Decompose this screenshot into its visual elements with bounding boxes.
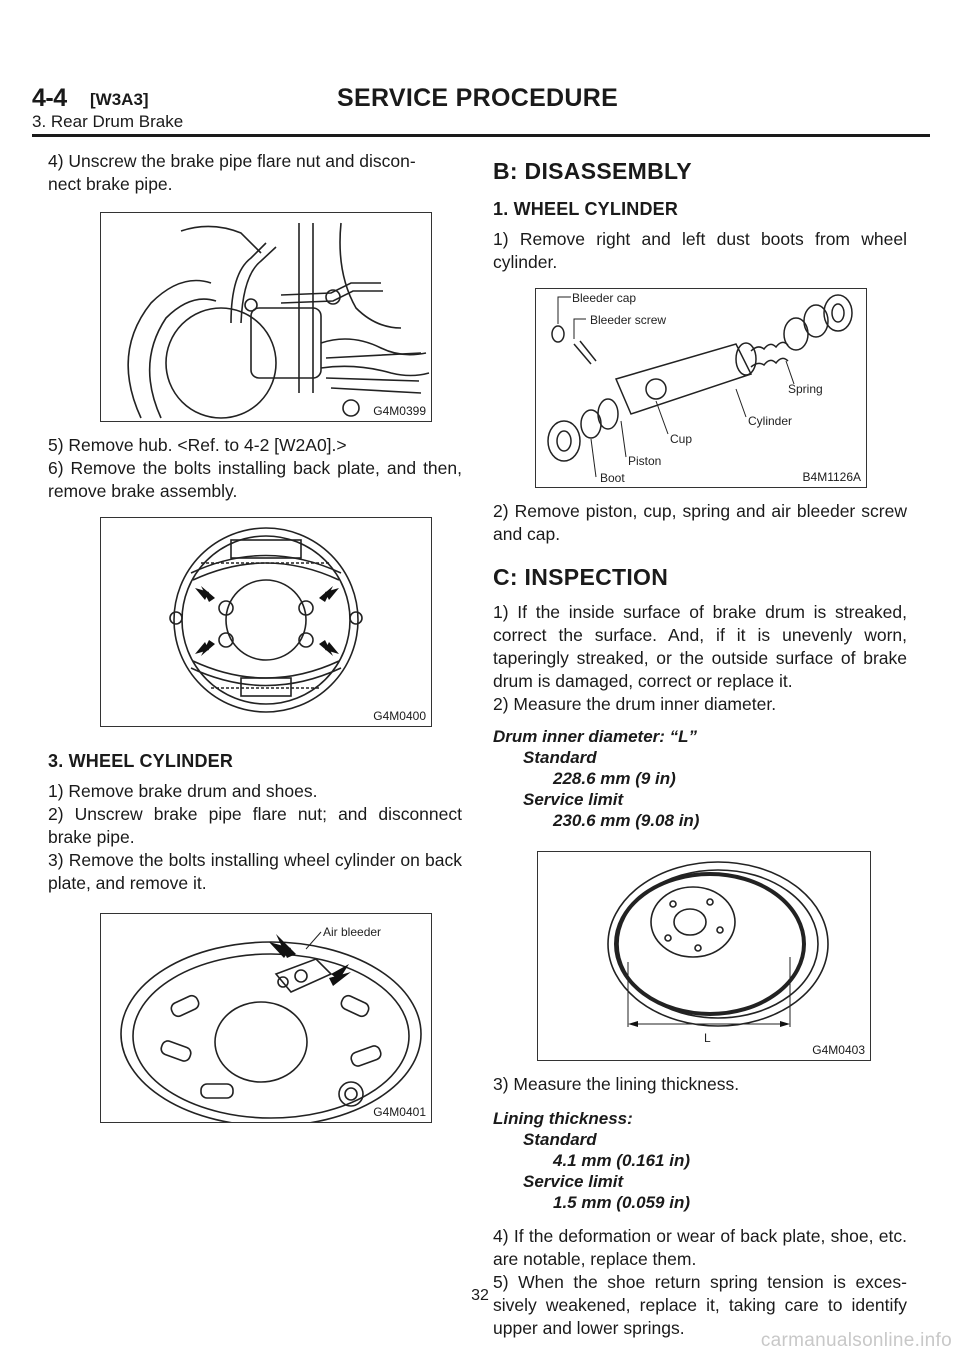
label-bleeder-cap: Bleeder cap [572, 291, 637, 305]
figure-air-bleeder [100, 913, 432, 1123]
brake-drum-illustration [538, 852, 870, 1060]
spec-limit-label: Service limit [523, 790, 624, 809]
figure-brake-drum [537, 851, 871, 1061]
right-column [493, 150, 907, 1340]
spec-title: Drum inner diameter: “L” [493, 727, 698, 746]
air-bleeder-illustration [101, 914, 431, 1122]
wheel-cylinder-exploded-illustration [536, 289, 866, 487]
figure-id: B4M1126A [802, 470, 861, 484]
watermark: carmanualsonline.info [760, 1330, 952, 1351]
page-title: SERVICE PROCEDURE [337, 84, 619, 112]
step-disconnect-pipe: 2) Unscrew brake pipe flare nut; and disconnect brake pipe. [48, 804, 462, 847]
spec-standard-label: Standard [523, 748, 597, 767]
spec-title: Lining thickness: [493, 1109, 633, 1128]
figure-id: G4M0399 [373, 404, 426, 418]
label-cup: Cup [670, 432, 693, 446]
step-unscrew-flare-nut: 4) Unscrew the brake pipe flare nut and discon- nect brake pipe. [48, 151, 416, 194]
step-replace-parts: 4) If the deformation or wear of back plate, shoe, etc. are notable, replace them. [493, 1226, 907, 1269]
spec-lining-thickness [493, 1108, 907, 1213]
figure-wheel-cylinder-parts [535, 288, 867, 488]
label-cylinder: Cylinder [748, 414, 793, 428]
section-code: 4-4 [32, 84, 67, 112]
step-remove-hub: 5) Remove hub. <Ref. to 4-2 [W2A0].> [48, 435, 347, 455]
section-tag: [W3A3] [90, 90, 149, 109]
heading-wheel-cylinder-disassembly: 1. WHEEL CYLINDER [493, 199, 679, 219]
step-remove-cylinder: 3) Remove the bolts installing wheel cylinder on back plate, and remove it. [48, 850, 462, 893]
spec-standard-value: 4.1 mm (0.161 in) [553, 1151, 691, 1170]
spec-drum-diameter [493, 726, 907, 831]
back-plate-illustration [101, 518, 431, 726]
step-replace-spring: 5) When the shoe return spring tension is exces-sively weakened, replace it, taking care to identify upper and lower springs. [493, 1272, 907, 1338]
air-bleeder-label: Air bleeder [323, 925, 382, 939]
left-column [48, 150, 462, 1123]
spec-limit-value: 1.5 mm (0.059 in) [553, 1193, 691, 1212]
label-spring: Spring [788, 382, 823, 396]
spec-standard-label: Standard [523, 1130, 597, 1149]
figure-id: G4M0403 [812, 1043, 865, 1057]
figure-id: G4M0400 [373, 709, 426, 723]
dimension-l-label: L [704, 1031, 711, 1045]
step-remove-dust-boots: 1) Remove right and left dust boots from wheel cylinder. [493, 229, 907, 272]
page-number: 32 [471, 1287, 489, 1304]
step-measure-lining: 3) Measure the lining thickness. [493, 1074, 740, 1094]
step-remove-back-plate: 6) Remove the bolts installing back plate, and then, remove brake assembly. [48, 458, 462, 501]
figure-back-plate [100, 517, 432, 727]
label-bleeder-screw: Bleeder screw [590, 313, 667, 327]
page-subtitle: 3. Rear Drum Brake [32, 112, 184, 131]
figure-id: G4M0401 [373, 1105, 426, 1119]
label-boot: Boot [600, 471, 625, 485]
label-piston: Piston [628, 454, 662, 468]
spec-limit-label: Service limit [523, 1172, 624, 1191]
brake-pipe-illustration [101, 213, 431, 421]
heading-inspection: C: INSPECTION [493, 564, 669, 590]
step-remove-piston: 2) Remove piston, cup, spring and air bleeder screw and cap. [493, 501, 907, 544]
figure-brake-pipe [100, 212, 432, 422]
heading-disassembly: B: DISASSEMBLY [493, 158, 692, 184]
step-measure-diameter: 2) Measure the drum inner diameter. [493, 694, 777, 714]
step-remove-drum: 1) Remove brake drum and shoes. [48, 781, 318, 801]
header-divider [32, 134, 930, 137]
spec-standard-value: 228.6 mm (9 in) [553, 769, 676, 788]
spec-limit-value: 230.6 mm (9.08 in) [553, 811, 700, 830]
heading-wheel-cylinder: 3. WHEEL CYLINDER [48, 751, 234, 771]
step-inspect-drum: 1) If the inside surface of brake drum is streaked, correct the surface. And, if it is unevenly worn, taperingly streaked, or the outside surface of brake drum is damaged, correct or replace it. [493, 602, 907, 691]
